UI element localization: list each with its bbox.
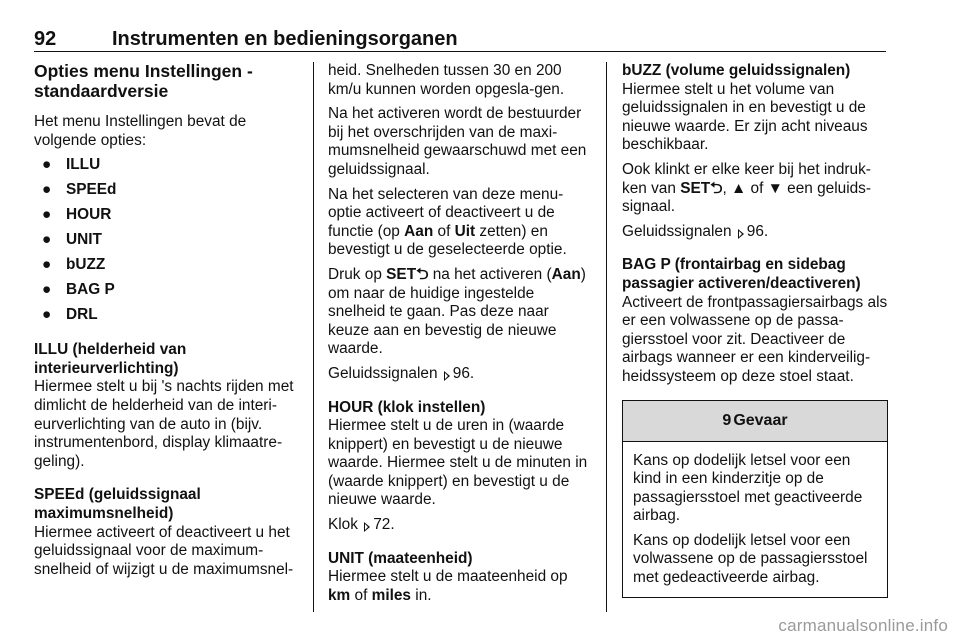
header-rule [34, 51, 886, 52]
uit-label: Uit [454, 222, 476, 240]
set-label: SET [386, 265, 417, 283]
list-item [34, 231, 302, 256]
bagp-text: Activeert de frontpassagiersairbags als er een volwassene op de passa-giersstoel voor zit. Deactiveer de airbags wanneer er een kinderveilig-heidssysteem op deze stoel staat. [622, 293, 888, 385]
illu-text: Hiermee stelt u bij 's nachts rijden met dimlicht de helderheid van de interi-eurverlichting van de auto in (bijv. instrumentenbord, display klimaatre-geling). [34, 378, 294, 470]
column-divider-2 [606, 62, 607, 612]
unit-heading: UNIT (maateenheid) [328, 549, 473, 567]
illu-heading: ILLU (helderheid van interieurverlichting) [34, 341, 187, 377]
unit-text: Hiermee stelt u de maateenheid op km of miles in. [328, 568, 568, 604]
option-label: ILLU [66, 156, 101, 174]
list-item [34, 306, 302, 331]
bullet-icon: ● [42, 156, 52, 174]
set-label: SET [680, 179, 711, 197]
ref-arrow-icon [737, 227, 744, 236]
speed-reference[interactable]: Geluidssignalen 96. [328, 364, 475, 382]
warning-body [623, 442, 887, 597]
column-3 [622, 62, 888, 598]
bagp-heading: BAG P (frontairbag en sidebag passagier activeren/deactiveren) [622, 256, 861, 292]
column-divider-1 [313, 62, 314, 612]
intro-text: Het menu Instellingen bevat de volgende opties: [34, 113, 247, 149]
option-label: DRL [66, 306, 98, 324]
buzz-reference[interactable]: Geluidssignalen 96. [622, 222, 769, 240]
speed-menu-text: Na het selecteren van deze menu-optie activeert of deactiveert u de functie (op Aan of Uit zetten) en bevestigt u de geselecteerde optie. [328, 185, 567, 259]
speed-warning-text: Na het activeren wordt de bestuurder bij het overschrijden van de maxi-mumsnelheid gewaarschuwd met een geluidssignaal. [328, 105, 587, 178]
list-item [34, 156, 302, 181]
option-label: BAG P [66, 281, 115, 299]
speed-heading: SPEEd (geluidssignaal maximumsnelheid) [34, 486, 201, 522]
aan-label: Aan [404, 222, 434, 240]
km-label: km [328, 586, 351, 604]
ref-arrow-icon [443, 369, 450, 378]
miles-label: miles [371, 586, 411, 604]
option-label: SPEEd [66, 181, 117, 199]
option-label: HOUR [66, 206, 112, 224]
page-number: 92 [34, 28, 57, 50]
bullet-icon: ● [42, 256, 52, 274]
warning-header [623, 401, 887, 442]
back-arrow-icon: ⮌ [710, 179, 723, 197]
bullet-icon: ● [42, 181, 52, 199]
column-2 [328, 62, 594, 611]
aan-label: Aan [551, 265, 581, 283]
column-1 [34, 62, 302, 585]
warning-text-2: Kans op dodelijk letsel voor een volwassene op de passagiersstoel met gedeactiveerde airbag. [633, 531, 868, 587]
ref-arrow-icon [363, 520, 370, 529]
list-item [34, 206, 302, 231]
warning-title: Gevaar [733, 411, 788, 429]
list-item [34, 181, 302, 206]
warning-box [622, 400, 888, 598]
option-label: UNIT [66, 231, 102, 249]
speed-text: Hiermee activeert of deactiveert u het geluidssignaal voor de maximum-snelheid of wijzigt u de maximumsnel- [34, 523, 294, 578]
hour-text: Hiermee stelt u de uren in (waarde knippert) en bevestigt u de nieuwe waarde. Hiermee stelt u de minuten in (waarde knippert) en bevestigt u de nieuwe waarde. [328, 417, 588, 509]
speed-continued: heid. Snelheden tussen 30 en 200 km/u kunnen worden opgesla-gen. [328, 62, 565, 98]
option-label: bUZZ [66, 256, 106, 274]
running-title: Instrumenten en bedieningsorganen [112, 28, 458, 50]
bullet-icon: ● [42, 206, 52, 224]
buzz-heading: bUZZ (volume geluidssignalen) [622, 62, 851, 79]
bullet-icon: ● [42, 231, 52, 249]
list-item [34, 281, 302, 306]
warning-icon: 9 [722, 411, 732, 429]
buzz-set-text: Ook klinkt er elke keer bij het indruk-ken van SET⮌, ▲ of ▼ een geluids-signaal. [622, 160, 872, 216]
back-arrow-icon: ⮌ [416, 265, 429, 283]
warning-text-1: Kans op dodelijk letsel voor een kind in een kinderzitje op de passagiersstoel met geactiveerde airbag. [633, 451, 863, 525]
up-triangle-icon: ▲ [731, 179, 747, 197]
bullet-icon: ● [42, 306, 52, 324]
hour-reference[interactable]: Klok 72. [328, 516, 395, 534]
hour-heading: HOUR (klok instellen) [328, 398, 486, 416]
list-item [34, 256, 302, 281]
options-list [34, 156, 302, 331]
speed-set-text: Druk op SET⮌ na het activeren (Aan) om naar de huidige ingestelde snelheid te gaan. Pas deze naar keuze aan en bevestig de nieuwe waarde. [328, 265, 586, 358]
bullet-icon: ● [42, 281, 52, 299]
down-triangle-icon: ▼ [767, 179, 783, 197]
section-title: Opties menu Instellingen - standaardversie [34, 61, 253, 101]
footer-watermark: carmanualsonline.info [778, 616, 948, 635]
buzz-text: Hiermee stelt u het volume van geluidssignalen in en bevestigt u de nieuwe waarde. Er zijn acht niveaus beschikbaar. [622, 80, 868, 154]
